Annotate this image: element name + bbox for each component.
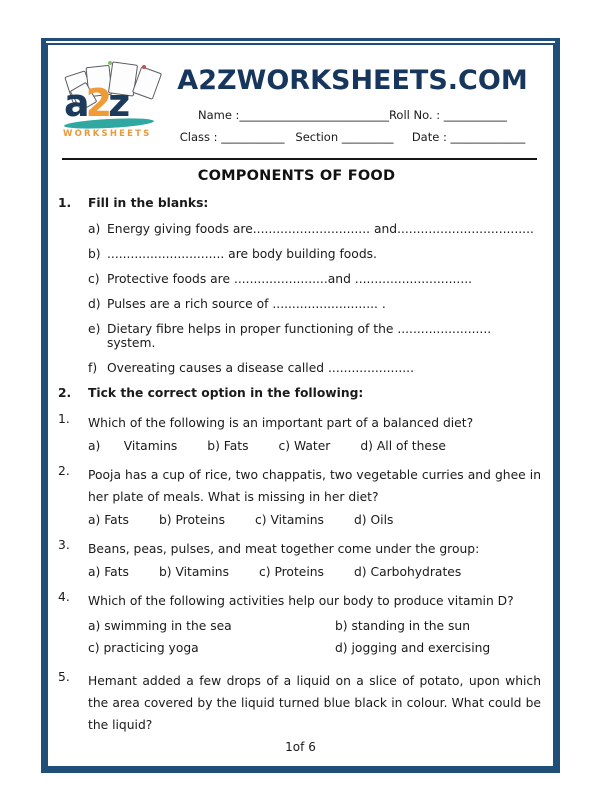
- fill-item: [88, 247, 543, 261]
- fill-text: .............................. are body building foods.: [107, 247, 377, 261]
- header: [50, 53, 543, 152]
- fill-text: Protective foods are ........................and ..............................: [107, 272, 473, 286]
- option: c) Proteins: [258, 565, 324, 579]
- question-number: 1.: [58, 412, 70, 426]
- question-number: 4.: [58, 590, 70, 604]
- options-row: [88, 439, 543, 453]
- section-2-title: Tick the correct option in the following:: [88, 386, 364, 400]
- option: a) Vitamins: [88, 439, 178, 453]
- page-content: [48, 45, 553, 766]
- fill-letter: c): [88, 272, 100, 286]
- fill-letter: a): [88, 222, 101, 236]
- question: [50, 670, 543, 736]
- fill-text: Energy giving foods are.............................. and...................................: [107, 222, 534, 236]
- fill-item: [88, 322, 543, 350]
- fill-item: [88, 361, 543, 375]
- site-title: A2ZWORKSHEETS.COM: [177, 65, 528, 96]
- section-1-number: 1.: [58, 196, 72, 210]
- question-text: Which of the following activities help our body to produce vitamin D?: [88, 594, 514, 608]
- header-right: [164, 61, 541, 152]
- option: a) swimming in the sea: [88, 619, 232, 633]
- fill-text: Dietary fibre helps in proper functioning of the ........................ system.: [107, 322, 499, 350]
- name-roll-row: [164, 108, 541, 122]
- class-blank-line: ___________: [221, 130, 285, 144]
- class-label: Class :: [179, 130, 222, 144]
- section-2-number: 2.: [58, 386, 72, 400]
- logo-letter-z: z: [108, 81, 127, 125]
- option: d) All of these: [360, 439, 446, 453]
- option: b) Vitamins: [158, 565, 229, 579]
- question: [50, 464, 543, 508]
- logo-letter-a: a: [64, 81, 86, 125]
- class-section-date-row: [164, 130, 541, 144]
- name-label: Name :: [197, 108, 240, 122]
- fill-item: [88, 297, 543, 311]
- question: [50, 412, 543, 434]
- option: c) Vitamins: [254, 513, 324, 527]
- fill-text: Overeating causes a disease called ......................: [107, 361, 414, 375]
- logo-caption: WORKSHEETS: [63, 129, 152, 139]
- option: d) Oils: [353, 513, 394, 527]
- logo-dot-icon: [108, 61, 112, 65]
- logo-a2z-text: [64, 83, 126, 123]
- options-row: [88, 513, 543, 527]
- worksheet-title: COMPONENTS OF FOOD: [197, 168, 396, 184]
- logo-letter-2: 2: [85, 81, 109, 125]
- option: d) Carbohydrates: [353, 565, 462, 579]
- option: b) Proteins: [158, 513, 225, 527]
- page-number: 1of 6: [285, 740, 316, 754]
- section-label: Section: [284, 130, 342, 144]
- question-text: Pooja has a cup of rice, two chappatis, two vegetable curries and ghee in her plate of meals. What is missing in her diet?: [88, 468, 541, 504]
- options-grid: [88, 617, 543, 658]
- section-1-title: Fill in the blanks:: [88, 196, 209, 210]
- question-text: Which of the following is an important part of a balanced diet?: [88, 416, 474, 430]
- option: b) Fats: [207, 439, 249, 453]
- fill-letter: b): [88, 247, 101, 261]
- question-number: 5.: [58, 670, 70, 684]
- fill-item: [88, 222, 543, 236]
- option: c) Water: [278, 439, 331, 453]
- fill-item: [88, 272, 543, 286]
- roll-label: Roll No. :: [388, 108, 444, 122]
- roll-blank-line: ___________: [443, 108, 508, 122]
- fill-letter: d): [88, 297, 101, 311]
- header-divider: [62, 158, 537, 160]
- section-1-heading: [50, 196, 543, 210]
- section-2-heading: [50, 386, 543, 400]
- fill-text: Pulses are a rich source of ........................... .: [107, 297, 386, 311]
- question-number: 2.: [58, 464, 70, 478]
- option: b) standing in the sun: [335, 619, 471, 633]
- question-text: Beans, peas, pulses, and meat together come under the group:: [88, 542, 480, 556]
- section-blank-line: _________: [341, 130, 394, 144]
- option: c) practicing yoga: [88, 641, 199, 655]
- student-fields: [164, 108, 541, 152]
- question-number: 3.: [58, 538, 70, 552]
- worksheet-page: [41, 38, 560, 773]
- question-text: Hemant added a few drops of a liquid on a slice of potato, upon which the area covered by the liquid turned blue black in colour. What could be the liquid?: [88, 674, 541, 732]
- a2z-logo: [60, 61, 164, 145]
- option: a) Fats: [88, 565, 129, 579]
- logo-dot-icon: [142, 65, 146, 69]
- name-blank-line: __________________________: [239, 108, 389, 122]
- fill-letter: e): [88, 322, 101, 336]
- options-row: [88, 565, 543, 579]
- date-blank-line: _____________: [450, 130, 526, 144]
- question: [50, 590, 543, 612]
- fill-letter: f): [88, 361, 98, 375]
- question: [50, 538, 543, 560]
- date-label: Date :: [393, 130, 451, 144]
- option: a) Fats: [88, 513, 129, 527]
- option: d) jogging and exercising: [335, 641, 491, 655]
